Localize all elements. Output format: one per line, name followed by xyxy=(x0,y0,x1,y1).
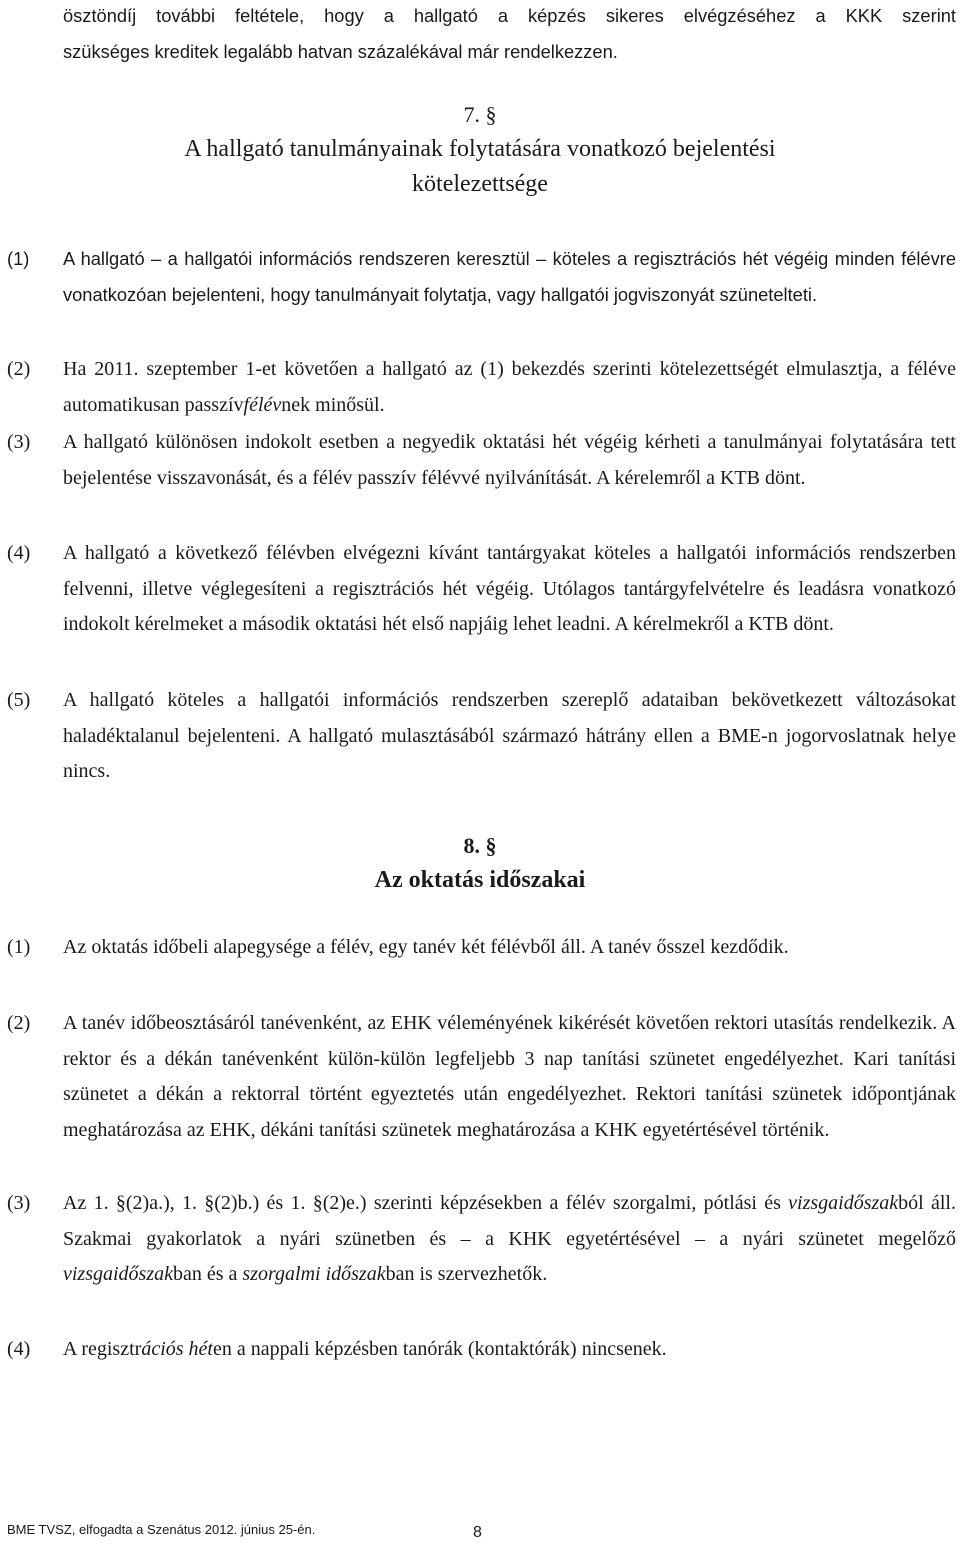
paragraph-text: A hallgató köteles a hallgatói információs rendszerben szereplő adataiban bekövetkezett változásokat haladéktalanul bejelenteni. A hallgató mulasztásából származó hátrány ellen a BME-n jogorvoslatnak helye nincs. xyxy=(63,689,956,782)
section-8-heading xyxy=(0,828,960,898)
paragraph-number: (5) xyxy=(7,689,31,711)
paragraph-number: (1) xyxy=(7,248,30,269)
paragraph-text-italic: vizsgaidőszak xyxy=(63,1263,173,1285)
paragraph-text: A hallgató a következő félévben elvégezni kívánt tantárgyakat köteles a hallgatói információs rendszerben felvenni, illetve véglegesíteni a regisztrációs hét végéig. Utólagos tantárgyfelvételre és leadásra vonatkozó indokolt kérelmeket a második oktatási hét első napjáig lehet leadni. A kérelmekről a KTB dönt. xyxy=(63,542,956,635)
paragraph-number: (3) xyxy=(7,1192,31,1214)
paragraph-text-part: A regisztr xyxy=(63,1338,142,1360)
intro-line-2: szükséges kreditek legalább hatvan százalékával már rendelkezzen. xyxy=(63,40,618,62)
paragraph-text-part: ban és a xyxy=(173,1263,243,1285)
paragraph-text xyxy=(63,1332,956,1368)
footer-text: BME TVSZ, elfogadta a Szenátus 2012. június 25-én. xyxy=(7,1522,316,1537)
paragraph-text xyxy=(63,352,956,423)
paragraph-text-italic: félév xyxy=(243,393,282,416)
paragraph-text-part: nek minősül. xyxy=(281,393,385,416)
paragraph-text-italic: szorgalmi időszak xyxy=(242,1263,386,1285)
section-title-line-2: kötelezettsége xyxy=(412,171,548,197)
paragraph-number: (1) xyxy=(7,936,31,958)
intro-line-1: ösztöndíj további feltétele, hogy a hallgató a képzés sikeres elvégzéséhez a KKK szerint xyxy=(63,5,956,26)
paragraph-text: A tanév időbeosztásáról tanévenként, az EHK véleményének kikérését követően rektori utasítás rendelkezik. A rektor és a dékán tanévenként külön-külön legfeljebb 3 nap tanítási szünetet engedélyezhet. Kari tanítási szünetet a dékán a rektorral történt egyeztetés után engedélyezhet. Rektori tanítási szünetek időpontjának meghatározása az EHK, dékáni tanítási szünetek meghatározása a KHK egyetértésével történik. xyxy=(63,1012,956,1141)
paragraph-number: (3) xyxy=(7,431,31,453)
section-number: 8. xyxy=(463,833,480,858)
intro-text xyxy=(63,0,956,69)
paragraph-text-italic: ációs hét xyxy=(141,1338,213,1360)
paragraph-number: (2) xyxy=(7,358,31,380)
paragraph-number: (4) xyxy=(7,542,31,564)
paragraph-text: Az oktatás időbeli alapegysége a félév, egy tanév két félévből áll. A tanév ősszel kezdődik. xyxy=(63,936,789,958)
paragraph-text-part: en a nappali képzésben tanórák (kontaktórák) nincsenek. xyxy=(212,1338,667,1360)
paragraph-symbol: § xyxy=(485,833,497,858)
paragraph-text-part: ból áll. Szakmai gyakorlatok a nyári szünetben és – a KHK egyetértésével – a nyári szünetet megelőző xyxy=(63,1192,956,1250)
section-number: 7. xyxy=(463,102,480,127)
section-title-line-1: A hallgató tanulmányainak folytatására vonatkozó bejelentési xyxy=(184,136,776,162)
paragraph-text: A hallgató – a hallgatói információs rendszeren keresztül – köteles a regisztrációs hét végéig minden félévre vonatkozóan bejelenteni, hogy tanulmányait folytatja, vagy hallgatói jogviszonyát szünetelteti. xyxy=(63,248,956,305)
section-title: Az oktatás időszakai xyxy=(374,867,586,893)
paragraph-text-italic: vizsgaidőszak xyxy=(788,1192,899,1214)
paragraph-text-part: Ha 2011. szeptember 1-et követően a hallgató az (1) bekezdés szerinti kötelezettségét elmulasztja, a féléve automatikusan passzív xyxy=(63,358,956,416)
paragraph-symbol: § xyxy=(485,102,497,127)
paragraph-text xyxy=(63,1186,956,1293)
page-number: 8 xyxy=(473,1524,482,1541)
paragraph-text-part: Az 1. §(2)a.), 1. §(2)b.) és 1. §(2)e.) szerinti képzésekben a félév szorgalmi, pótlási és xyxy=(63,1192,789,1214)
paragraph-text-part: ban is szervezhetők. xyxy=(385,1263,548,1285)
paragraph-number: (2) xyxy=(7,1012,31,1034)
paragraph-text: A hallgató különösen indokolt esetben a negyedik oktatási hét végéig kérheti a tanulmányai folytatására tett bejelentése visszavonását, és a félév passzív félévvé nyilvánítását. A kérelemről a KTB dönt. xyxy=(63,431,956,489)
paragraph-number: (4) xyxy=(7,1338,31,1360)
section-7-heading xyxy=(0,97,960,202)
